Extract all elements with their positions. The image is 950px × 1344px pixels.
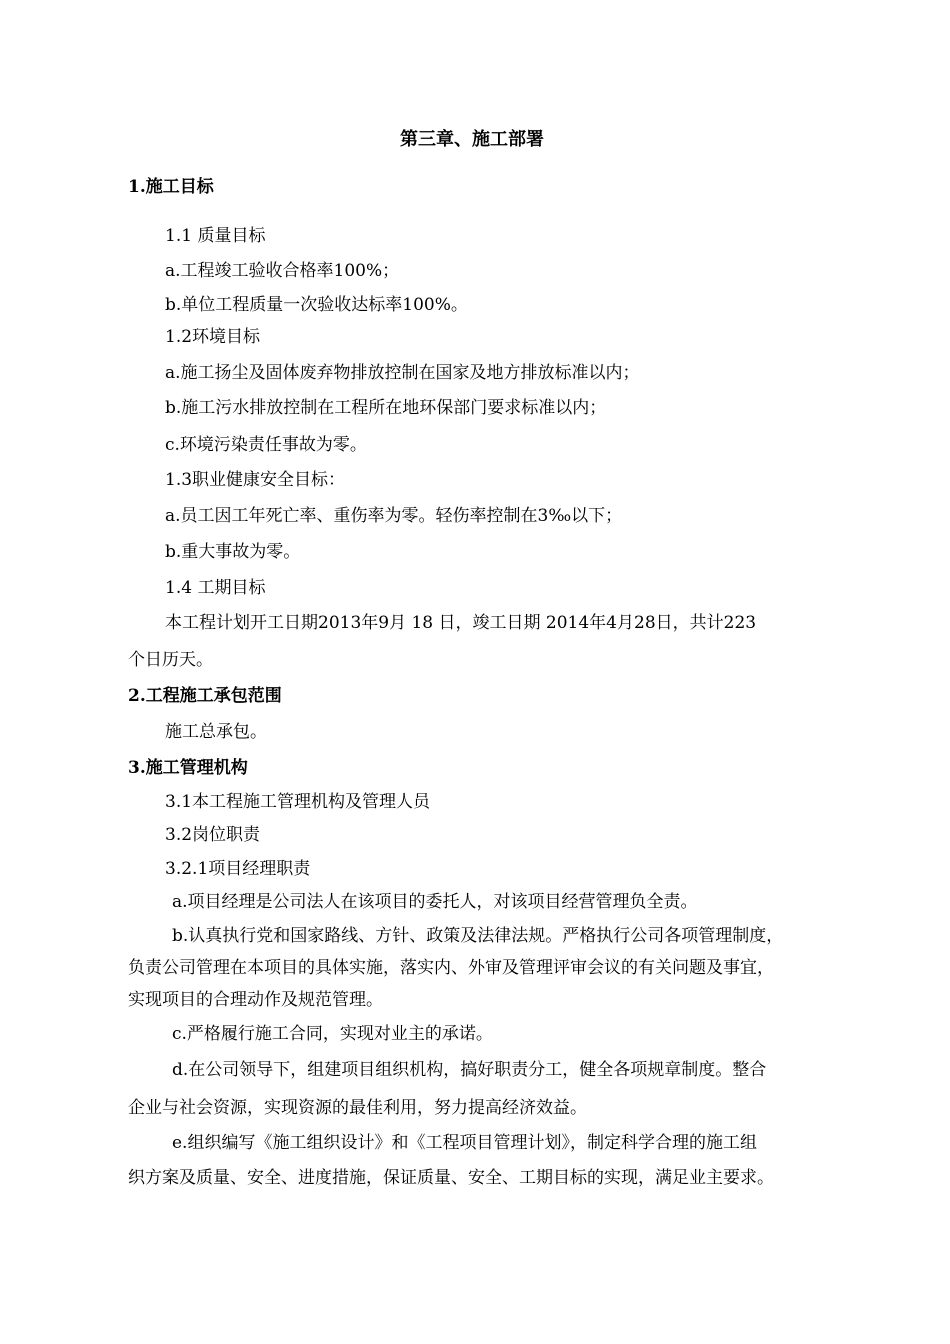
scope-text: 施工总承包。 bbox=[165, 722, 267, 742]
duty-d-line-2: 企业与社会资源，实现资源的最佳利用，努力提高经济效益。 bbox=[128, 1098, 587, 1118]
duty-e-line-1: e.组织编写《施工组织设计》和《工程项目管理计划》，制定科学合理的施工组 bbox=[172, 1133, 757, 1153]
duty-d-line-1: d.在公司领导下，组建项目组织机构，搞好职责分工，健全各项规章制度。整合 bbox=[172, 1060, 767, 1080]
environment-item-a: a.施工扬尘及固体废弃物排放控制在国家及地方排放标准以内； bbox=[165, 363, 640, 383]
duty-b-line-3: 实现项目的合理动作及规范管理。 bbox=[128, 990, 383, 1010]
ohs-item-b: b.重大事故为零。 bbox=[165, 542, 301, 562]
subsection-3-2-1: 3.2.1项目经理职责 bbox=[165, 859, 311, 879]
duty-c: c.严格履行施工合同，实现对业主的承诺。 bbox=[172, 1024, 493, 1044]
subsection-heading-quality: 1.1 质量目标 bbox=[165, 226, 266, 246]
subsection-heading-environment: 1.2环境目标 bbox=[165, 327, 261, 347]
ohs-item-a: a.员工因工年死亡率、重伤率为零。轻伤率控制在3‰以下； bbox=[165, 506, 623, 526]
section-heading-3: 3.施工管理机构 bbox=[128, 758, 248, 778]
duty-b-line-2: 负责公司管理在本项目的具体实施，落实内、外审及管理评审会议的有关问题及事宜， bbox=[128, 958, 774, 978]
section-heading-1: 1.施工目标 bbox=[128, 177, 214, 197]
environment-item-b: b.施工污水排放控制在工程所在地环保部门要求标准以内； bbox=[165, 398, 607, 418]
subsection-heading-schedule: 1.4 工期目标 bbox=[165, 578, 266, 598]
subsection-3-1: 3.1本工程施工管理机构及管理人员 bbox=[165, 792, 431, 812]
schedule-text-line-1: 本工程计划开工日期2013年9月 18 日，竣工日期 2014年4月28日，共计223 bbox=[165, 613, 757, 633]
duty-e-line-2: 织方案及质量、安全、进度措施，保证质量、安全、工期目标的实现，满足业主要求。 bbox=[128, 1168, 774, 1188]
duty-a: a.项目经理是公司法人在该项目的委托人，对该项目经营管理负全责。 bbox=[172, 892, 698, 912]
duty-b-line-1: b.认真执行党和国家路线、方针、政策及法律法规。严格执行公司各项管理制度， bbox=[172, 926, 784, 946]
subsection-heading-ohs: 1.3职业健康安全目标： bbox=[165, 470, 346, 490]
section-heading-2: 2.工程施工承包范围 bbox=[128, 686, 282, 706]
quality-item-a: a.工程竣工验收合格率100%； bbox=[165, 261, 400, 281]
subsection-3-2: 3.2岗位职责 bbox=[165, 825, 261, 845]
chapter-title: 第三章、施工部署 bbox=[400, 129, 544, 150]
schedule-text-line-2: 个日历天。 bbox=[128, 650, 213, 670]
environment-item-c: c.环境污染责任事故为零。 bbox=[165, 435, 367, 455]
quality-item-b: b.单位工程质量一次验收达标率100%。 bbox=[165, 295, 468, 315]
